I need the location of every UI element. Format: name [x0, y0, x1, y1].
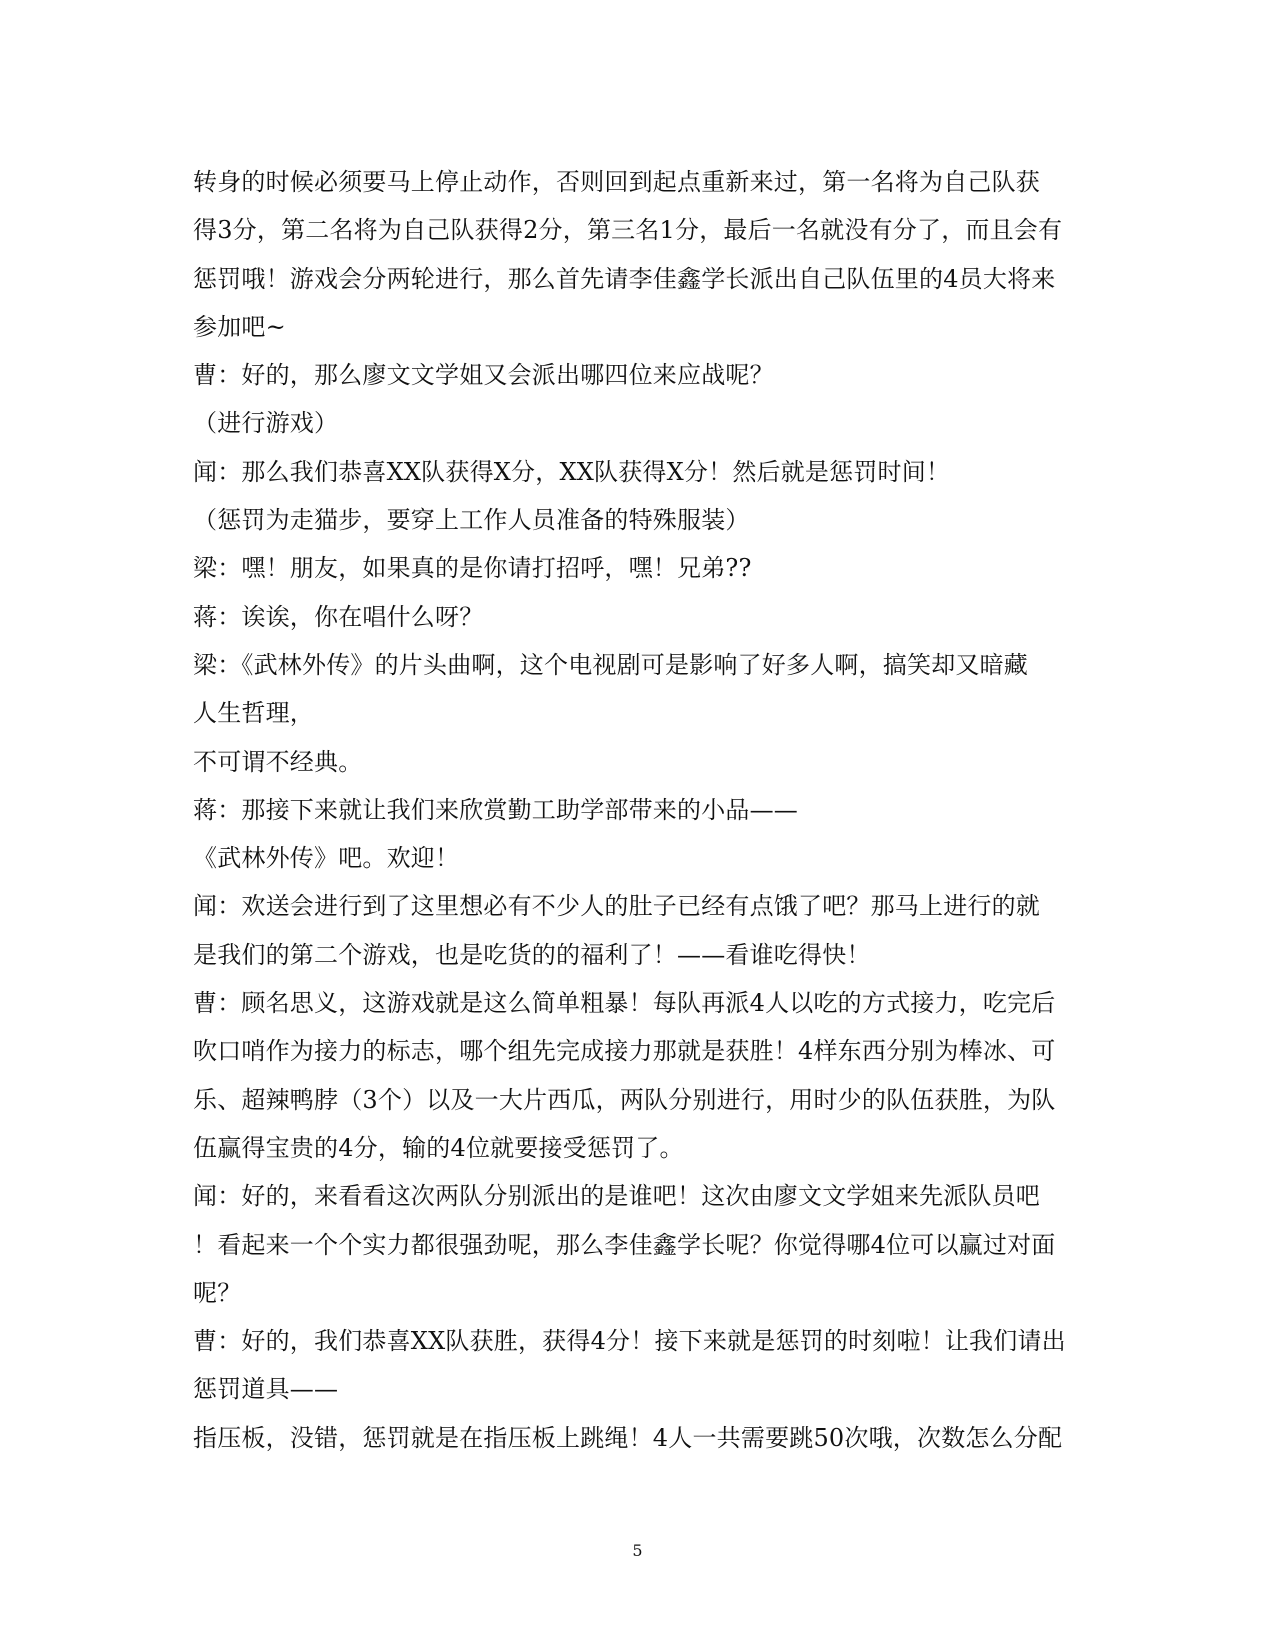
text-line: 《武林外传》吧。欢迎！ — [193, 844, 460, 873]
text-line: 梁：嘿！朋友，如果真的是你请打招呼，嘿！兄弟?? — [193, 554, 752, 583]
text-line: （进行游戏） — [193, 409, 339, 438]
text-line: 惩罚哦！游戏会分两轮进行，那么首先请李佳鑫学长派出自己队伍里的4员大将来 — [193, 264, 1056, 293]
text-line: 呢？ — [193, 1278, 242, 1307]
text-line: 得3分，第二名将为自己队获得2分，第三名1分，最后一名就没有分了，而且会有 — [193, 216, 1063, 245]
text-line: 参加吧~ — [193, 312, 286, 341]
text-line: ！看起来一个个实力都很强劲呢，那么李佳鑫学长呢？你觉得哪4位可以赢过对面 — [193, 1230, 1056, 1259]
text-line: 曹：好的，我们恭喜XX队获胜，获得4分！接下来就是惩罚的时刻啦！让我们请出 — [193, 1327, 1066, 1356]
text-line: 曹：好的，那么廖文文学姐又会派出哪四位来应战呢？ — [193, 361, 774, 390]
text-line: （惩罚为走猫步，要穿上工作人员准备的特殊服装） — [193, 506, 750, 535]
text-line: 蒋：诶诶，你在唱什么呀？ — [193, 602, 484, 631]
text-line: 是我们的第二个游戏，也是吃货的的福利了！——看谁吃得快！ — [193, 940, 871, 969]
text-line: 指压板，没错，惩罚就是在指压板上跳绳！4人一共需要跳50次哦，次数怎么分配 — [193, 1423, 1063, 1452]
text-line: 闻：欢送会进行到了这里想必有不少人的肚子已经有点饿了吧？那马上进行的就 — [193, 892, 1040, 921]
body-text — [193, 158, 1088, 1462]
text-line: 伍赢得宝贵的4分，输的4位就要接受惩罚了。 — [193, 1133, 684, 1162]
text-line: 惩罚道具—— — [193, 1375, 339, 1404]
text-line: 闻：好的，来看看这次两队分别派出的是谁吧！这次由廖文文学姐来先派队员吧 — [193, 1182, 1040, 1211]
text-line: 不可谓不经典。 — [193, 747, 363, 776]
text-line: 曹：顾名思义，这游戏就是这么简单粗暴！每队再派4人以吃的方式接力，吃完后 — [193, 989, 1056, 1018]
text-line: 吹口哨作为接力的标志，哪个组先完成接力那就是获胜！4样东西分别为棒冰、可 — [193, 1037, 1056, 1066]
text-line: 梁：《武林外传》的片头曲啊，这个电视剧可是影响了好多人啊，搞笑却又暗藏 — [193, 650, 1028, 679]
page-number: 5 — [632, 1541, 643, 1560]
text-line: 闻：那么我们恭喜XX队获得X分，XX队获得X分！然后就是惩罚时间！ — [193, 457, 951, 486]
text-line: 蒋：那接下来就让我们来欣赏勤工助学部带来的小品—— — [193, 795, 798, 824]
text-line: 乐、超辣鸭脖（3个）以及一大片西瓜，两队分别进行，用时少的队伍获胜，为队 — [193, 1085, 1056, 1114]
text-line: 转身的时候必须要马上停止动作，否则回到起点重新来过，第一名将为自己队获 — [193, 168, 1040, 196]
text-line: 人生哲理， — [193, 699, 314, 728]
